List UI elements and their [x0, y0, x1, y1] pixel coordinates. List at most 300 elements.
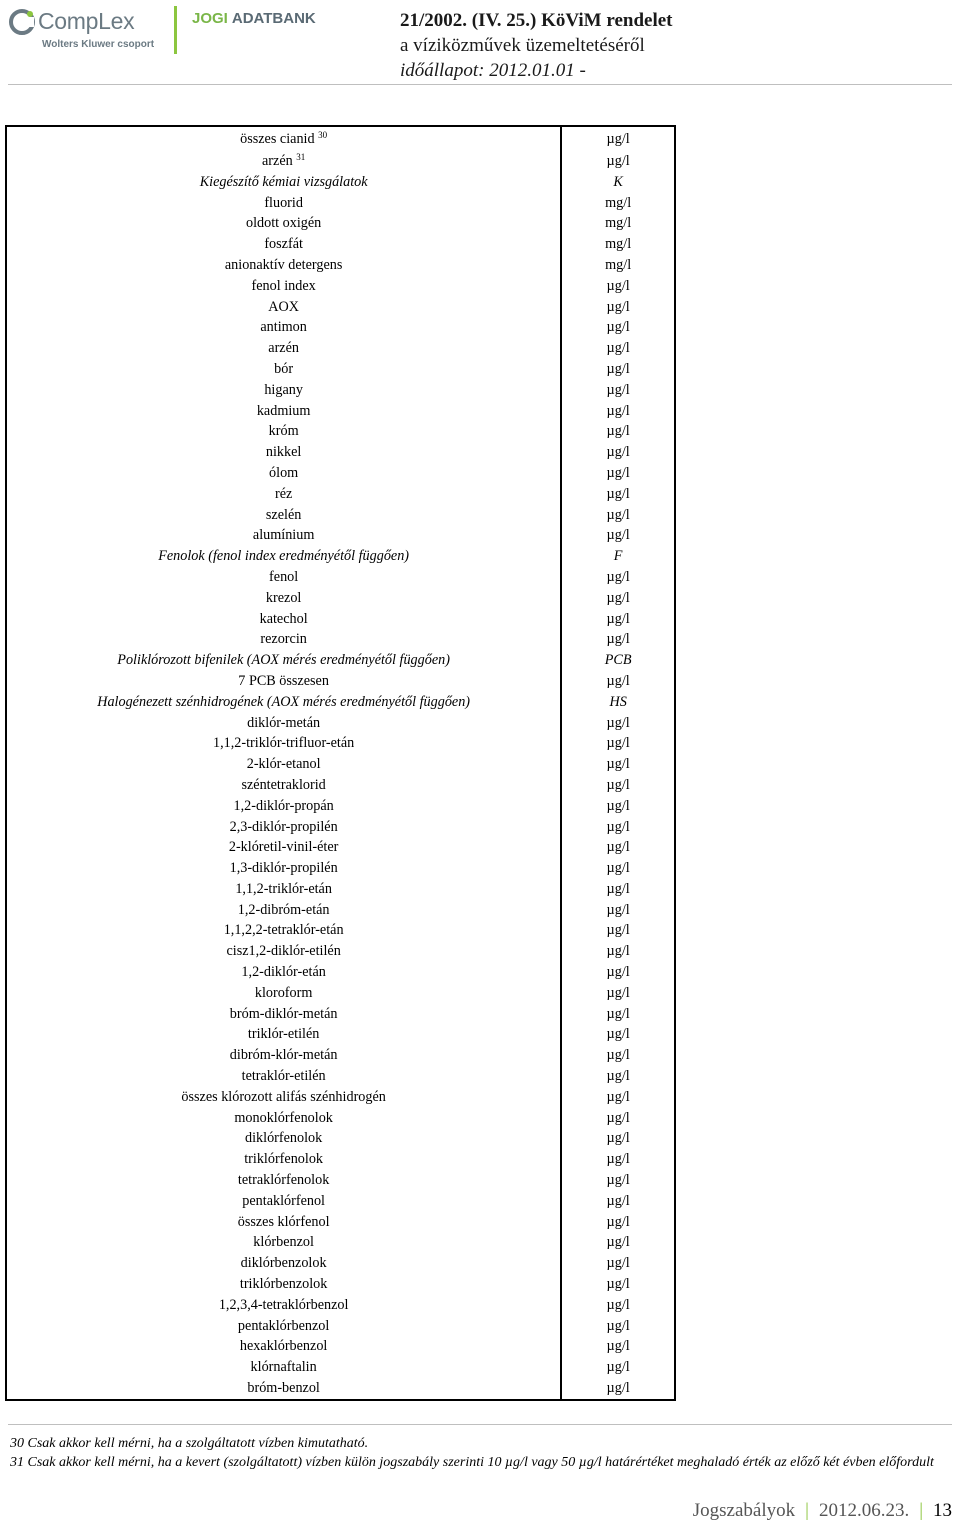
parameter-name-cell: [6, 484, 561, 505]
parameter-name-cell: [6, 733, 561, 754]
unit-cell: [561, 1149, 675, 1170]
parameter-name-cell: [6, 234, 561, 255]
parameter-name-cell: [6, 1232, 561, 1253]
footer-label: Jogszabályok: [692, 1500, 796, 1521]
parameter-name-cell: [6, 671, 561, 692]
unit-cell: [561, 1191, 675, 1212]
unit: µg/l: [606, 1151, 630, 1168]
unit-cell: [561, 421, 675, 442]
section-row: [6, 172, 675, 193]
unit: µg/l: [606, 901, 630, 918]
parameter-name-cell: [6, 1253, 561, 1274]
table-row: [6, 525, 675, 546]
parameter-name: kadmium: [256, 402, 311, 419]
parameter-name: diklórbenzolok: [240, 1255, 327, 1272]
parameter-name-cell: [6, 1357, 561, 1378]
table-row: [6, 1045, 675, 1066]
table-row: [6, 879, 675, 900]
parameter-name-cell: [6, 297, 561, 318]
parameter-name: ólom: [269, 464, 299, 481]
unit: µg/l: [606, 839, 630, 856]
unit-cell: [561, 983, 675, 1004]
unit-cell: [561, 692, 675, 713]
parameter-name: hexaklórbenzol: [239, 1338, 328, 1355]
parameter-name-cell: [6, 588, 561, 609]
parameter-name-cell: [6, 754, 561, 775]
unit-cell: [561, 463, 675, 484]
unit-cell: [561, 650, 675, 671]
parameter-name-cell: [6, 858, 561, 879]
parameter-name-cell: [6, 567, 561, 588]
parameter-name: bór: [274, 360, 294, 377]
parameter-name-cell: [6, 817, 561, 838]
parameter-name-cell: [6, 463, 561, 484]
table-row: [6, 276, 675, 297]
parameter-name-cell: [6, 255, 561, 276]
unit: µg/l: [606, 464, 630, 481]
unit: µg/l: [606, 527, 630, 544]
unit: µg/l: [606, 714, 630, 731]
unit: µg/l: [606, 131, 630, 147]
unit-cell: [561, 1357, 675, 1378]
unit-cell: [561, 172, 675, 193]
table-row: [6, 775, 675, 796]
unit: µg/l: [606, 610, 630, 627]
unit: µg/l: [606, 1213, 630, 1230]
parameter-name-cell: [6, 983, 561, 1004]
parameter-name: monoklórfenolok: [234, 1109, 333, 1126]
unit: K: [613, 173, 623, 190]
table-row: [6, 234, 675, 255]
table-row: [6, 962, 675, 983]
parameter-name: Kiegészítő kémiai vizsgálatok: [199, 173, 368, 190]
table-row: [6, 588, 675, 609]
table-row: [6, 1357, 675, 1378]
unit: µg/l: [606, 319, 630, 336]
unit: µg/l: [606, 1109, 630, 1126]
unit: µg/l: [606, 1130, 630, 1147]
unit: µg/l: [606, 153, 630, 169]
unit: µg/l: [606, 984, 630, 1001]
table-row: [6, 713, 675, 734]
unit: µg/l: [606, 922, 630, 939]
parameter-name: pentaklórbenzol: [237, 1317, 330, 1334]
parameter-name: Poliklórozott bifenilek (AOX mérés eredményétől függően): [117, 652, 450, 669]
unit-cell: [561, 1108, 675, 1129]
unit-cell: [561, 609, 675, 630]
unit-cell: [561, 817, 675, 838]
parameter-name-cell: [6, 962, 561, 983]
parameter-name-cell: [6, 692, 561, 713]
unit: mg/l: [605, 194, 632, 211]
table-row: [6, 567, 675, 588]
parameter-name: szelén: [265, 506, 302, 523]
table-row: [6, 733, 675, 754]
unit: µg/l: [606, 381, 630, 398]
parameter-name: tetraklór-etilén: [241, 1068, 326, 1085]
parameter-name: oldott oxigén: [245, 215, 322, 232]
parameter-name: fluorid: [264, 194, 303, 211]
table-row: [6, 941, 675, 962]
document-status: időállapot: 2012.01.01 -: [400, 60, 586, 81]
table-row: [6, 1170, 675, 1191]
unit-cell: [561, 546, 675, 567]
unit-cell: [561, 338, 675, 359]
parameter-name: triklórfenolok: [244, 1151, 324, 1168]
unit: µg/l: [606, 1005, 630, 1022]
table-row: [6, 380, 675, 401]
unit-cell: [561, 1170, 675, 1191]
unit-cell: [561, 1087, 675, 1108]
parameter-name-cell: [6, 920, 561, 941]
table-row: [6, 338, 675, 359]
table-row: [6, 505, 675, 526]
unit-cell: [561, 775, 675, 796]
parameter-name-cell: [6, 359, 561, 380]
unit: µg/l: [606, 1192, 630, 1209]
parameter-name: pentaklórfenol: [242, 1192, 325, 1209]
parameter-name: AOX: [268, 298, 299, 315]
table-row: [6, 193, 675, 214]
unit-cell: [561, 858, 675, 879]
unit-cell: [561, 588, 675, 609]
unit: µg/l: [606, 1255, 630, 1272]
parameter-name: kloroform: [254, 984, 313, 1001]
unit: µg/l: [606, 298, 630, 315]
unit-cell: [561, 754, 675, 775]
table-row: [6, 1253, 675, 1274]
table-row: [6, 796, 675, 817]
parameter-name: réz: [274, 485, 293, 502]
unit-cell: [561, 1128, 675, 1149]
unit: PCB: [604, 652, 632, 669]
parameter-name-cell: [6, 941, 561, 962]
unit: µg/l: [606, 818, 630, 835]
parameter-name: bróm-diklór-metán: [229, 1005, 338, 1022]
table-row: [6, 900, 675, 921]
unit-cell: [561, 151, 675, 172]
parameter-name-cell: [6, 193, 561, 214]
unit-cell: [561, 1295, 675, 1316]
footnote-ref: 30: [318, 130, 328, 140]
unit-cell: [561, 1024, 675, 1045]
unit-cell: [561, 713, 675, 734]
parameter-table-body: [6, 126, 675, 1400]
unit-cell: [561, 1274, 675, 1295]
unit-cell: [561, 297, 675, 318]
parameter-name: króm: [268, 423, 299, 440]
footnote-31: 31 Csak akkor kell mérni, ha a kevert (szolgáltatott) vízben külön jogszabály szerinti 10 µg/l vagy 50 µg/l határértéket meghaladó érték az előző két évben előfordult: [10, 1455, 934, 1470]
unit: µg/l: [606, 1296, 630, 1313]
table-row: [6, 1128, 675, 1149]
unit: mg/l: [605, 256, 632, 273]
table-row: [6, 1024, 675, 1045]
parameter-name: összes cianid: [240, 131, 315, 147]
table-row: [6, 317, 675, 338]
unit: µg/l: [606, 1380, 630, 1397]
parameter-name: katechol: [259, 610, 308, 627]
parameter-name-cell: [6, 213, 561, 234]
unit: µg/l: [606, 776, 630, 793]
unit: µg/l: [606, 402, 630, 419]
unit: µg/l: [606, 797, 630, 814]
unit-cell: [561, 941, 675, 962]
parameter-name: klórbenzol: [253, 1234, 314, 1251]
parameter-name-cell: [6, 401, 561, 422]
unit-cell: [561, 1004, 675, 1025]
unit-cell: [561, 629, 675, 650]
unit: HS: [609, 693, 627, 710]
parameter-name-cell: [6, 1066, 561, 1087]
parameter-name: Halogénezett szénhidrogének (AOX mérés eredményétől függően): [97, 693, 471, 710]
table-row: [6, 151, 675, 172]
parameter-name: 1,1,2-triklór-trifluor-etán: [213, 735, 355, 752]
parameter-name-cell: [6, 713, 561, 734]
table-row: [6, 1108, 675, 1129]
document-header: [400, 8, 673, 83]
unit: µg/l: [606, 360, 630, 377]
parameter-name-cell: [6, 1045, 561, 1066]
unit: µg/l: [606, 1317, 630, 1334]
table-row: [6, 1149, 675, 1170]
parameter-name: bróm-benzol: [247, 1380, 320, 1397]
header-separator: [174, 6, 177, 54]
table-row: [6, 671, 675, 692]
parameter-name-cell: [6, 1212, 561, 1233]
table-row: [6, 359, 675, 380]
parameter-name: diklór-metán: [247, 714, 321, 731]
table-row: [6, 421, 675, 442]
parameter-name-cell: [6, 1191, 561, 1212]
footer-separator: |: [919, 1500, 923, 1521]
table-row: [6, 213, 675, 234]
parameter-name: széntetraklorid: [241, 776, 326, 793]
unit-cell: [561, 126, 675, 151]
table-row: [6, 858, 675, 879]
table-row: [6, 1336, 675, 1357]
unit-cell: [561, 234, 675, 255]
unit: µg/l: [606, 589, 630, 606]
parameter-name: fenol index: [251, 277, 316, 294]
unit: µg/l: [606, 1338, 630, 1355]
unit: µg/l: [606, 1276, 630, 1293]
table-row: [6, 817, 675, 838]
table-row: [6, 442, 675, 463]
complex-logo-icon: [8, 8, 38, 38]
parameter-name-cell: [6, 172, 561, 193]
parameter-name: antimon: [260, 319, 307, 336]
section-row: [6, 692, 675, 713]
unit-cell: [561, 1378, 675, 1400]
unit: µg/l: [606, 1172, 630, 1189]
footer-date: 2012.06.23.: [818, 1500, 910, 1521]
parameter-name-cell: [6, 900, 561, 921]
footnote-30: 30 Csak akkor kell mérni, ha a szolgáltatott vízben kimutatható.: [10, 1436, 369, 1451]
parameter-name: tetraklórfenolok: [237, 1172, 330, 1189]
document-subtitle: a víziközművek üzemeltetéséről: [400, 35, 645, 56]
parameter-name-cell: [6, 546, 561, 567]
table-row: [6, 1212, 675, 1233]
section-row: [6, 650, 675, 671]
parameter-name: klórnaftalin: [250, 1359, 317, 1376]
unit: µg/l: [606, 880, 630, 897]
unit-cell: [561, 733, 675, 754]
parameter-name: alumínium: [252, 527, 315, 544]
unit: µg/l: [606, 1359, 630, 1376]
parameter-name-cell: [6, 421, 561, 442]
table-row: [6, 1295, 675, 1316]
unit: µg/l: [606, 756, 630, 773]
complex-logo-name: CompLex: [38, 8, 135, 34]
unit: µg/l: [606, 506, 630, 523]
table-row: [6, 1316, 675, 1337]
parameter-name: 2-klóretil-vinil-éter: [228, 839, 339, 856]
table-row: [6, 297, 675, 318]
unit: µg/l: [606, 964, 630, 981]
parameter-name: arzén: [268, 340, 299, 357]
complex-logo: [8, 6, 168, 54]
parameter-name: 2-klór-etanol: [246, 756, 321, 773]
unit-cell: [561, 796, 675, 817]
table-row: [6, 1378, 675, 1400]
table-row: [6, 1087, 675, 1108]
table-row: [6, 754, 675, 775]
parameter-name: 7 PCB összesen: [238, 672, 329, 689]
footer-separator: |: [805, 1500, 809, 1521]
parameter-name: dibróm-klór-metán: [229, 1047, 338, 1064]
parameter-name-cell: [6, 380, 561, 401]
parameter-name-cell: [6, 1378, 561, 1400]
parameter-name: 1,1,2-triklór-etán: [235, 880, 332, 897]
table-row: [6, 401, 675, 422]
parameter-name-cell: [6, 1316, 561, 1337]
parameter-name: krezol: [265, 589, 302, 606]
parameter-name-cell: [6, 1087, 561, 1108]
table-row: [6, 1274, 675, 1295]
unit-cell: [561, 567, 675, 588]
parameter-name: triklórbenzolok: [239, 1276, 328, 1293]
parameter-name-cell: [6, 1274, 561, 1295]
parameter-name-cell: [6, 442, 561, 463]
unit: µg/l: [606, 1047, 630, 1064]
parameter-name: foszfát: [264, 236, 303, 253]
unit-cell: [561, 505, 675, 526]
parameter-name-cell: [6, 879, 561, 900]
table-row: [6, 1066, 675, 1087]
parameter-name-cell: [6, 837, 561, 858]
parameter-name-cell: [6, 1004, 561, 1025]
unit-cell: [561, 879, 675, 900]
parameter-name: összes klórozott alifás szénhidrogén: [181, 1088, 386, 1105]
unit-cell: [561, 1336, 675, 1357]
complex-logo-sub: Wolters Kluwer csoport: [42, 39, 155, 50]
parameter-name: arzén: [262, 153, 293, 169]
table-row: [6, 126, 675, 151]
unit-cell: [561, 1066, 675, 1087]
jogi-adatbank-logo-a: JOGI: [192, 10, 228, 27]
unit: µg/l: [606, 1088, 630, 1105]
parameter-name: 1,2,3,4-tetraklórbenzol: [218, 1296, 349, 1313]
unit-cell: [561, 1253, 675, 1274]
parameter-name: összes klórfenol: [237, 1213, 330, 1230]
parameter-name-cell: [6, 276, 561, 297]
unit-cell: [561, 837, 675, 858]
parameter-name-cell: [6, 525, 561, 546]
unit: mg/l: [605, 236, 632, 253]
unit: µg/l: [606, 444, 630, 461]
parameter-name-cell: [6, 609, 561, 630]
unit-cell: [561, 525, 675, 546]
unit-cell: [561, 359, 675, 380]
unit: µg/l: [606, 568, 630, 585]
parameter-name-cell: [6, 1336, 561, 1357]
parameter-name: 2,3-diklór-propilén: [229, 818, 338, 835]
unit: F: [613, 548, 623, 565]
page-number: 13: [933, 1500, 952, 1521]
parameter-name-cell: [6, 1108, 561, 1129]
table-row: [6, 629, 675, 650]
table-row: [6, 1232, 675, 1253]
parameter-name: higany: [264, 381, 303, 398]
footnote-ref: 31: [296, 152, 306, 162]
parameter-name: rezorcin: [260, 631, 307, 648]
parameter-name: diklórfenolok: [245, 1130, 323, 1147]
header-divider: [8, 84, 952, 85]
unit-cell: [561, 962, 675, 983]
unit: µg/l: [606, 423, 630, 440]
unit: µg/l: [606, 672, 630, 689]
unit-cell: [561, 442, 675, 463]
document-title: 21/2002. (IV. 25.) KöViM rendelet: [400, 10, 673, 31]
parameter-name: 1,1,2,2-tetraklór-etán: [223, 922, 344, 939]
parameter-name: 1,2-dibróm-etán: [237, 901, 330, 918]
parameter-name: cisz1,2-diklór-etilén: [226, 943, 341, 960]
unit: µg/l: [606, 340, 630, 357]
parameter-table: [5, 125, 676, 1401]
parameter-name-cell: [6, 1024, 561, 1045]
unit: µg/l: [606, 943, 630, 960]
unit-cell: [561, 213, 675, 234]
unit-cell: [561, 317, 675, 338]
unit: µg/l: [606, 735, 630, 752]
parameter-name-cell: [6, 317, 561, 338]
parameter-name-cell: [6, 796, 561, 817]
table-row: [6, 463, 675, 484]
unit-cell: [561, 1232, 675, 1253]
table-row: [6, 920, 675, 941]
parameter-name-cell: [6, 1149, 561, 1170]
footnote-divider: [8, 1424, 952, 1425]
parameter-name-cell: [6, 338, 561, 359]
unit-cell: [561, 380, 675, 401]
unit: µg/l: [606, 485, 630, 502]
unit-cell: [561, 401, 675, 422]
unit: µg/l: [606, 277, 630, 294]
table-row: [6, 983, 675, 1004]
table-row: [6, 609, 675, 630]
parameter-name: anionaktív detergens: [224, 256, 343, 273]
unit-cell: [561, 276, 675, 297]
unit-cell: [561, 1045, 675, 1066]
parameter-name-cell: [6, 505, 561, 526]
parameter-name: fenol: [269, 568, 299, 585]
parameter-name-cell: [6, 1295, 561, 1316]
parameter-name: triklór-etilén: [247, 1026, 320, 1043]
table-row: [6, 255, 675, 276]
table-row: [6, 837, 675, 858]
unit: µg/l: [606, 631, 630, 648]
table-row: [6, 484, 675, 505]
